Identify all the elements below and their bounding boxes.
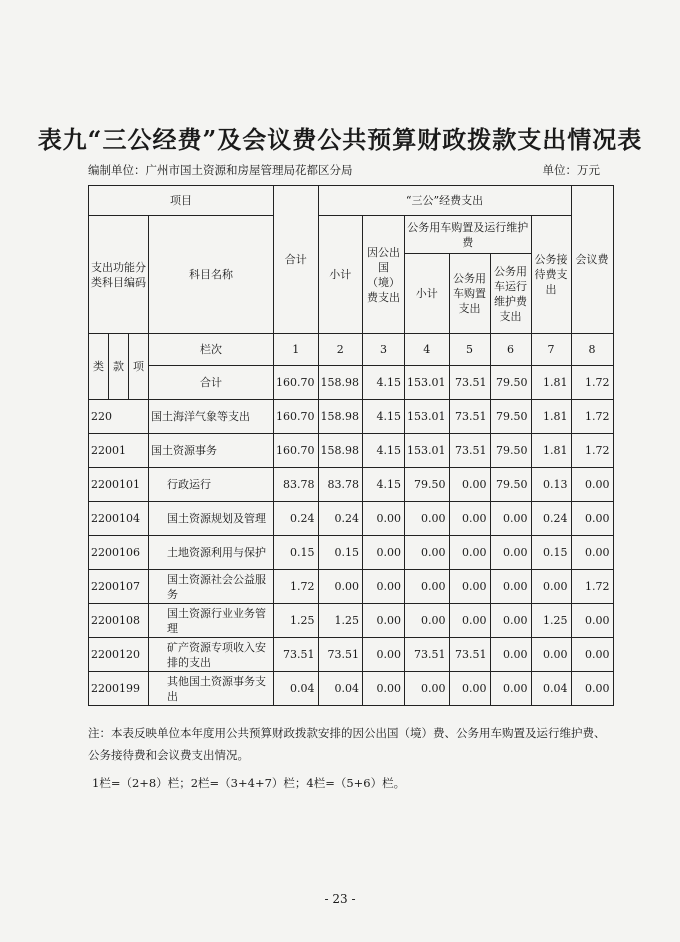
row-value: 0.24: [318, 502, 363, 536]
row-value: 0.00: [363, 638, 405, 672]
row-value: 1.25: [531, 604, 571, 638]
lanci-num: 3: [363, 334, 405, 366]
total-cell: 79.50: [490, 366, 531, 400]
row-value: 0.00: [490, 570, 531, 604]
row-value: 0.00: [363, 502, 405, 536]
page-title: 表九“三公经费”及会议费公共预算财政拨款支出情况表: [37, 125, 643, 154]
car-buy-header: 公务用车购置支出: [449, 254, 490, 334]
row-value: 4.15: [363, 468, 405, 502]
row-value: 79.50: [490, 400, 531, 434]
row-value: 0.00: [449, 672, 490, 706]
row-value: 79.50: [490, 468, 531, 502]
row-value: 0.00: [449, 536, 490, 570]
row-code: 2200106: [89, 536, 149, 570]
row-value: 158.98: [318, 400, 363, 434]
page-number: - 23 -: [324, 892, 356, 906]
name-header: 科目名称: [149, 216, 274, 334]
row-value: 0.00: [571, 604, 613, 638]
row-name: 国土海洋气象等支出: [149, 400, 274, 434]
row-code: 2200120: [89, 638, 149, 672]
row-value: 73.51: [318, 638, 363, 672]
row-code: 2200104: [89, 502, 149, 536]
car-subtotal-header: 小计: [405, 254, 450, 334]
row-value: 73.51: [449, 434, 490, 468]
row-name: 行政运行: [149, 468, 274, 502]
row-value: 0.00: [571, 638, 613, 672]
row-value: 0.00: [531, 570, 571, 604]
row-value: 0.00: [363, 604, 405, 638]
row-value: 0.00: [490, 604, 531, 638]
table-row: [89, 570, 614, 604]
row-value: 0.04: [531, 672, 571, 706]
row-value: 0.00: [363, 536, 405, 570]
table-row: [89, 468, 614, 502]
sanggong-header: “三公”经费支出: [318, 186, 571, 216]
row-value: 153.01: [405, 400, 450, 434]
row-code: 22001: [89, 434, 149, 468]
row-value: 1.72: [571, 400, 613, 434]
row-value: 0.00: [571, 672, 613, 706]
row-value: 73.51: [449, 638, 490, 672]
subtotal-header: 小计: [318, 216, 363, 334]
row-value: 83.78: [318, 468, 363, 502]
meeting-header: 会议费: [571, 186, 613, 334]
total-cell: 160.70: [274, 366, 319, 400]
xiang-header: 项: [129, 334, 149, 400]
row-value: 1.81: [531, 434, 571, 468]
row-value: 0.04: [274, 672, 319, 706]
table-row: [89, 400, 614, 434]
row-code: 2200107: [89, 570, 149, 604]
row-value: 0.24: [274, 502, 319, 536]
total-cell: 1.72: [571, 366, 613, 400]
total-row: [89, 366, 614, 400]
unit-line: [88, 162, 600, 178]
row-value: 0.00: [490, 672, 531, 706]
table-row: [89, 638, 614, 672]
row-value: 0.00: [405, 672, 450, 706]
row-value: 73.51: [405, 638, 450, 672]
lanci-num: 5: [449, 334, 490, 366]
row-value: 1.81: [531, 400, 571, 434]
row-value: 4.15: [363, 400, 405, 434]
row-value: 0.00: [405, 570, 450, 604]
row-value: 0.00: [449, 604, 490, 638]
total-cell: 1.81: [531, 366, 571, 400]
row-value: 1.72: [571, 434, 613, 468]
row-value: 79.50: [405, 468, 450, 502]
reception-header: 公务接待费支出: [531, 216, 571, 334]
code-header: 支出功能分类科目编码: [89, 216, 149, 334]
row-value: 0.00: [405, 604, 450, 638]
row-name: 国土资源规划及管理: [149, 502, 274, 536]
row-value: 160.70: [274, 434, 319, 468]
kuan-header: 款: [109, 334, 129, 400]
row-value: 0.00: [531, 638, 571, 672]
row-value: 4.15: [363, 434, 405, 468]
row-value: 73.51: [449, 400, 490, 434]
table-row: [89, 434, 614, 468]
row-code: 220: [89, 400, 149, 434]
car-group-header: 公务用车购置及运行维护费: [405, 216, 532, 254]
lanci-num: 6: [490, 334, 531, 366]
row-value: 0.00: [490, 502, 531, 536]
lanci-num: 7: [531, 334, 571, 366]
row-value: 0.00: [490, 638, 531, 672]
lanci-num: 8: [571, 334, 613, 366]
row-name: 国土资源行业业务管理: [149, 604, 274, 638]
table-row: [89, 502, 614, 536]
lanci-label: 栏次: [149, 334, 274, 366]
compiling-unit: 编制单位：广州市国土资源和房屋管理局花都区分局: [88, 163, 353, 177]
row-name: 其他国土资源事务支出: [149, 672, 274, 706]
total-cell: 4.15: [363, 366, 405, 400]
currency-unit: 单位：万元: [542, 163, 600, 177]
lei-header: 类: [89, 334, 109, 400]
lanci-num: 2: [318, 334, 363, 366]
row-value: 79.50: [490, 434, 531, 468]
row-value: 1.25: [274, 604, 319, 638]
total-cell: 158.98: [318, 366, 363, 400]
row-value: 0.24: [531, 502, 571, 536]
row-value: 158.98: [318, 434, 363, 468]
expenditure-table: [88, 185, 614, 706]
table-note: 注：本表反映单位本年度用公共预算财政拨款安排的因公出国（境）费、公务用车购置及运行维护费、公务接待费和会议费支出情况。: [88, 726, 606, 762]
lanci-num: 1: [274, 334, 319, 366]
total-cell: 73.51: [449, 366, 490, 400]
row-value: 0.00: [490, 536, 531, 570]
row-value: 0.15: [274, 536, 319, 570]
row-value: 0.13: [531, 468, 571, 502]
row-value: 0.04: [318, 672, 363, 706]
row-name: 矿产资源专项收入安排的支出: [149, 638, 274, 672]
row-value: 1.72: [274, 570, 319, 604]
table-row: [89, 536, 614, 570]
row-code: 2200199: [89, 672, 149, 706]
row-value: 0.00: [405, 536, 450, 570]
row-value: 0.00: [571, 502, 613, 536]
row-name: 国土资源事务: [149, 434, 274, 468]
row-value: 0.00: [363, 672, 405, 706]
item-header: 项目: [89, 186, 274, 216]
row-code: 2200101: [89, 468, 149, 502]
row-value: 83.78: [274, 468, 319, 502]
row-value: 160.70: [274, 400, 319, 434]
row-value: 153.01: [405, 434, 450, 468]
column-formula: 1栏=（2+8）栏；2栏=（3+4+7）栏；4栏=（5+6）栏。: [92, 776, 406, 790]
row-name: 土地资源利用与保护: [149, 536, 274, 570]
table-row: [89, 604, 614, 638]
row-value: 0.00: [405, 502, 450, 536]
row-value: 0.00: [449, 468, 490, 502]
row-value: 1.25: [318, 604, 363, 638]
total-header: 合计: [274, 186, 319, 334]
total-cell: 153.01: [405, 366, 450, 400]
table-row: [89, 672, 614, 706]
row-code: 2200108: [89, 604, 149, 638]
total-row-label: 合计: [149, 366, 274, 400]
car-run-header: 公务用车运行维护费支出: [490, 254, 531, 334]
row-value: 0.00: [571, 468, 613, 502]
row-name: 国土资源社会公益服务: [149, 570, 274, 604]
row-value: 0.00: [449, 570, 490, 604]
row-value: 73.51: [274, 638, 319, 672]
lanci-num: 4: [405, 334, 450, 366]
abroad-header: 因公出国（境）费支出: [363, 216, 405, 334]
row-value: 0.00: [318, 570, 363, 604]
row-value: 0.00: [363, 570, 405, 604]
row-value: 0.15: [318, 536, 363, 570]
row-value: 1.72: [571, 570, 613, 604]
row-value: 0.15: [531, 536, 571, 570]
row-value: 0.00: [449, 502, 490, 536]
row-value: 0.00: [571, 536, 613, 570]
